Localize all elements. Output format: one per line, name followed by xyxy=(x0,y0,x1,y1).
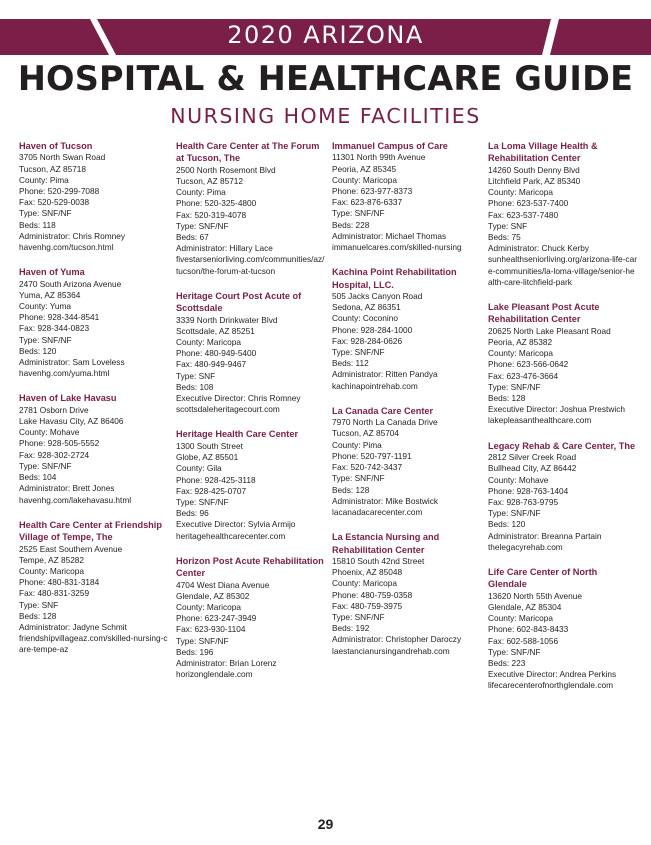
facility-detail-line: Type: SNF/NF xyxy=(176,220,229,231)
facility-website-link[interactable]: scottsdaleheritagecourt.com xyxy=(176,404,280,415)
facility-detail-line: Fax: 623-537-7480 xyxy=(488,209,559,220)
facility-name: Health Care Center at Friendship Village of Tempe, The xyxy=(19,519,162,543)
page-number: 29 xyxy=(317,816,334,832)
facility-detail-line: Phone: 520-299-7088 xyxy=(19,186,100,197)
facility-detail-line: 2781 Osborn Drive xyxy=(19,404,89,415)
facility-detail-line: Phone: 623-977-8373 xyxy=(332,186,413,197)
facility-detail-line: Type: SNF xyxy=(176,370,216,381)
facility-entry xyxy=(488,140,638,288)
facility-detail-line: Phoenix, AZ 85048 xyxy=(332,567,403,578)
facility-detail-line: Phone: 520-325-4800 xyxy=(176,198,257,209)
facility-entry xyxy=(176,555,326,681)
facility-detail-line: County: Mohave xyxy=(488,474,549,485)
facility-detail-line: Phone: 623-566-0642 xyxy=(488,359,569,370)
facility-entry xyxy=(19,392,169,505)
facility-detail-line: Phone: 520-797-1191 xyxy=(332,450,412,461)
facility-detail-line: County: Mohave xyxy=(19,427,80,438)
facility-detail-line: Scottsdale, AZ 85251 xyxy=(176,325,255,336)
facility-detail-line: Fax: 623-876-6337 xyxy=(332,197,403,208)
facility-detail-line: Executive Director: Chris Romney xyxy=(176,393,301,404)
facility-detail-line: Phone: 928-284-1000 xyxy=(332,324,413,335)
facility-detail-line: Administrator: Ritten Pandya xyxy=(332,369,438,380)
facility-entry xyxy=(176,290,326,416)
facility-website-link[interactable]: lifecarecenterofnorthglendale.com xyxy=(488,680,613,691)
facility-detail-line: Peoria, AZ 85345 xyxy=(332,163,397,174)
facility-detail-line: Administrator: Chris Romney xyxy=(19,230,126,241)
facility-detail-line: County: Maricopa xyxy=(332,174,398,185)
facility-detail-line: Tempe, AZ 85282 xyxy=(19,554,85,565)
facility-detail-line: Administrator: Mike Bostwick xyxy=(332,495,439,506)
facility-detail-line: Phone: 480-759-0358 xyxy=(332,589,413,600)
facility-detail-line: Type: SNF/NF xyxy=(332,208,385,219)
section-title: NURSING HOME FACILITIES xyxy=(170,104,481,128)
facility-detail-line: Type: SNF/NF xyxy=(176,635,229,646)
facility-name: Heritage Court Post Acute of Scottsdale xyxy=(176,290,302,314)
facility-detail-line: Beds: 75 xyxy=(488,232,521,243)
facility-detail-line: 7970 North La Canada Drive xyxy=(332,417,438,428)
facility-detail-line: Fax: 520-319-4078 xyxy=(176,209,247,220)
facility-entry xyxy=(176,428,326,541)
facility-detail-line: County: Maricopa xyxy=(176,337,242,348)
facility-column-1 xyxy=(19,140,169,669)
facility-detail-line: Phone: 928-425-3118 xyxy=(176,474,256,485)
facility-detail-line: Sedona, AZ 86351 xyxy=(332,302,401,313)
facility-detail-line: Beds: 120 xyxy=(19,345,57,356)
facility-detail-line: County: Maricopa xyxy=(488,348,554,359)
facility-detail-line: Fax: 928-763-9795 xyxy=(488,496,559,507)
facility-detail-line: County: Maricopa xyxy=(488,613,554,624)
facility-detail-line: Beds: 120 xyxy=(488,519,526,530)
facility-detail-line: Beds: 228 xyxy=(332,219,370,230)
facility-column-2 xyxy=(176,140,326,693)
facility-detail-line: Tucson, AZ 85704 xyxy=(332,428,400,439)
facility-detail-line: 1300 South Street xyxy=(176,440,243,451)
facility-website-link[interactable]: heritagehealthcarecenter.com xyxy=(176,530,286,541)
facility-website-link[interactable]: havenhg.com/yuma.html xyxy=(19,368,110,379)
facility-detail-line: Administrator: Michael Thomas xyxy=(332,230,447,241)
facility-detail-line: Fax: 602-588-1056 xyxy=(488,635,559,646)
facility-detail-line: 2470 South Arizona Avenue xyxy=(19,278,122,289)
facility-name: Health Care Center at The Forum at Tucson, The xyxy=(176,141,320,164)
facility-detail-line: Phone: 602-843-8433 xyxy=(488,624,569,635)
facility-detail-line: Tucson, AZ 85712 xyxy=(176,176,244,187)
facility-website-link[interactable]: havenhg.com/lakehavasu.html xyxy=(19,494,132,505)
facility-detail-line: Glendale, AZ 85304 xyxy=(488,601,562,612)
facility-detail-line: Beds: 192 xyxy=(332,623,370,634)
facility-name: Haven of Tucson xyxy=(19,141,93,151)
facility-name: La Loma Village Health & Rehabilitation Center xyxy=(488,141,598,164)
facility-name: Lake Pleasant Post Acute Rehabilitation Center xyxy=(488,302,600,325)
facility-detail-line: Executive Director: Sylvia Armijo xyxy=(176,519,296,530)
facility-website-link[interactable]: sunhealthseniorliving.org/arizona-life-care-communities/la-loma-village/senior-health-care-litchfield-park xyxy=(488,254,637,287)
facility-detail-line: Type: SNF/NF xyxy=(488,646,541,657)
facility-detail-line: Lake Havasu City, AZ 86406 xyxy=(19,416,124,427)
facility-entry xyxy=(19,266,169,379)
guide-title: HOSPITAL & HEALTHCARE GUIDE xyxy=(17,59,634,98)
facility-entry xyxy=(332,405,482,518)
facility-detail-line: Administrator: Jadyne Schmit xyxy=(19,621,127,632)
facility-detail-line: Administrator: Hillary Lace xyxy=(176,243,273,254)
facility-detail-line: County: Coconino xyxy=(332,313,398,324)
facility-website-link[interactable]: thelegacyrehab.com xyxy=(488,541,563,552)
facility-detail-line: Phone: 623-537-7400 xyxy=(488,198,569,209)
facility-detail-line: Beds: 128 xyxy=(488,393,526,404)
facility-name: Haven of Yuma xyxy=(19,267,85,278)
facility-detail-line: County: Pima xyxy=(176,187,226,198)
facility-detail-line: Bullhead City, AZ 86442 xyxy=(488,463,577,474)
facility-entry xyxy=(488,301,638,427)
facility-detail-line: 11301 North 99th Avenue xyxy=(332,152,426,163)
facility-detail-line: Fax: 520-742-3437 xyxy=(332,462,403,473)
facility-detail-line: Type: SNF/NF xyxy=(488,381,541,392)
facility-website-link[interactable]: laestancianursingandrehab.com xyxy=(332,645,450,656)
facility-detail-line: Type: SNF/NF xyxy=(176,496,229,507)
facility-detail-line: 15810 South 42nd Street xyxy=(332,555,425,566)
facility-detail-line: Fax: 480-831-3259 xyxy=(19,588,90,599)
facility-entry xyxy=(19,140,169,253)
facility-detail-line: Beds: 223 xyxy=(488,657,526,668)
facility-detail-line: Type: SNF/NF xyxy=(19,460,72,471)
facility-detail-line: Fax: 623-476-3664 xyxy=(488,370,559,381)
facility-website-link[interactable]: immanuelcares.com/skilled-nursing xyxy=(332,242,462,253)
facility-detail-line: Administrator: Christopher Daroczy xyxy=(332,634,462,645)
facility-detail-line: Phone: 928-344-8541 xyxy=(19,312,100,323)
facility-detail-line: Tucson, AZ 85718 xyxy=(19,163,87,174)
facility-detail-line: County: Maricopa xyxy=(332,578,398,589)
facility-detail-line: 14260 South Denny Blvd xyxy=(488,164,580,175)
facility-detail-line: Globe, AZ 85501 xyxy=(176,452,239,463)
banner-title: 2020 ARIZONA xyxy=(227,21,424,49)
facility-name: Heritage Health Care Center xyxy=(176,429,299,440)
facility-column-4 xyxy=(488,140,638,705)
facility-website-link[interactable]: horizonglendale.com xyxy=(176,669,253,680)
facility-detail-line: Phone: 480-831-3184 xyxy=(19,577,100,588)
facility-name: Horizon Post Acute Rehabilitation Center xyxy=(176,555,324,579)
facility-detail-line: Administrator: Chuck Kerby xyxy=(488,243,589,254)
facility-detail-line: Phone: 928-505-5552 xyxy=(19,438,100,449)
facility-detail-line: Type: SNF/NF xyxy=(332,473,385,484)
facility-name: La Estancia Nursing and Rehabilitation Center xyxy=(332,532,440,555)
facility-column-3 xyxy=(332,140,482,670)
facility-entry xyxy=(488,440,638,553)
facility-detail-line: County: Gila xyxy=(176,463,222,474)
facility-detail-line: County: Maricopa xyxy=(176,601,242,612)
facility-detail-line: County: Maricopa xyxy=(19,565,85,576)
facility-detail-line: Beds: 118 xyxy=(19,219,56,230)
facility-detail-line: Type: SNF xyxy=(488,220,528,231)
facility-detail-line: 4704 West Diana Avenue xyxy=(176,579,270,590)
header-banner xyxy=(0,0,651,55)
facility-detail-line: Fax: 480-759-3975 xyxy=(332,600,403,611)
facility-detail-line: 2525 East Southern Avenue xyxy=(19,543,123,554)
facility-detail-line: Phone: 623-247-3949 xyxy=(176,613,257,624)
facility-detail-line: Beds: 96 xyxy=(176,508,209,519)
facility-detail-line: 505 Jacks Canyon Road xyxy=(332,291,423,302)
facility-website-link[interactable]: lacanadacarecenter.com xyxy=(332,506,423,517)
facility-detail-line: Executive Director: Andrea Perkins xyxy=(488,669,617,680)
facility-detail-line: County: Pima xyxy=(332,439,382,450)
facility-detail-line: 2500 North Rosemont Blvd xyxy=(176,164,276,175)
facility-detail-line: Administrator: Brett Jones xyxy=(19,483,115,494)
facility-detail-line: Administrator: Brian Lorenz xyxy=(176,657,277,668)
facility-name: Kachina Point Rehabilitation Hospital, LLC. xyxy=(332,267,457,290)
facility-detail-line: Fax: 928-302-2724 xyxy=(19,449,90,460)
facility-detail-line: County: Yuma xyxy=(19,301,71,312)
facility-detail-line: Fax: 928-284-0626 xyxy=(332,335,403,346)
facility-detail-line: 13620 North 55th Avenue xyxy=(488,590,582,601)
facility-name: Haven of Lake Havasu xyxy=(19,393,117,404)
facility-detail-line: County: Maricopa xyxy=(488,187,554,198)
facility-detail-line: Beds: 128 xyxy=(332,484,370,495)
facility-detail-line: Phone: 480-949-5400 xyxy=(176,348,257,359)
facility-detail-line: Beds: 104 xyxy=(19,472,57,483)
facility-entry xyxy=(176,140,326,277)
facility-detail-line: 2812 Silver Creek Road xyxy=(488,452,577,463)
facility-name: La Canada Care Center xyxy=(332,405,434,416)
facility-detail-line: Yuma, AZ 85364 xyxy=(19,289,81,300)
facility-website-link[interactable]: friendshipvillageaz.com/skilled-nursing-care-tempe-az xyxy=(19,633,168,655)
facility-detail-line: Beds: 128 xyxy=(19,610,57,621)
facility-detail-line: 3339 North Drinkwater Blvd xyxy=(176,314,278,325)
facility-detail-line: Type: SNF/NF xyxy=(332,611,385,622)
facility-detail-line: Type: SNF xyxy=(19,599,59,610)
facility-detail-line: Type: SNF/NF xyxy=(19,334,72,345)
facility-detail-line: Glendale, AZ 85302 xyxy=(176,590,250,601)
facility-detail-line: Litchfield Park, AZ 85340 xyxy=(488,176,581,187)
facility-detail-line: Beds: 67 xyxy=(176,232,209,243)
facility-detail-line: Fax: 928-425-0707 xyxy=(176,485,247,496)
facility-detail-line: 20625 North Lake Pleasant Road xyxy=(488,325,611,336)
facility-detail-line: Beds: 108 xyxy=(176,381,214,392)
facility-detail-line: Fax: 928-344-0823 xyxy=(19,323,90,334)
facility-detail-line: Type: SNF/NF xyxy=(19,208,72,219)
facility-detail-line: Peoria, AZ 85382 xyxy=(488,337,553,348)
facility-detail-line: Executive Director: Joshua Prestwich xyxy=(488,404,625,415)
facility-entry xyxy=(332,531,482,657)
facility-website-link[interactable]: fivestarseniorliving.com/communities/az/tucson/the-forum-at-tucson xyxy=(176,254,325,276)
facility-detail-line: 3705 North Swan Road xyxy=(19,152,106,163)
facility-detail-line: Fax: 480-949-9467 xyxy=(176,359,247,370)
facility-detail-line: Administrator: Breanna Partain xyxy=(488,530,602,541)
facility-entry xyxy=(488,566,638,692)
facility-detail-line: Phone: 928-763-1404 xyxy=(488,485,569,496)
facility-detail-line: County: Pima xyxy=(19,174,69,185)
facility-detail-line: Beds: 196 xyxy=(176,646,214,657)
facility-entry xyxy=(19,519,169,656)
facility-website-link[interactable]: havenhg.com/tucson.html xyxy=(19,242,114,253)
facility-detail-line: Fax: 623-930-1104 xyxy=(176,624,246,635)
facility-detail-line: Type: SNF/NF xyxy=(488,508,541,519)
facility-entry xyxy=(332,266,482,392)
facility-name: Life Care Center of North Glendale xyxy=(488,566,598,590)
facility-detail-line: Administrator: Sam Loveless xyxy=(19,357,125,368)
facility-detail-line: Type: SNF/NF xyxy=(332,347,385,358)
facility-detail-line: Beds: 112 xyxy=(332,358,369,369)
facility-detail-line: Fax: 520-529-0038 xyxy=(19,197,90,208)
facility-website-link[interactable]: lakepleasanthealthcare.com xyxy=(488,415,592,426)
facility-name: Legacy Rehab & Care Center, The xyxy=(488,440,636,451)
facility-entry xyxy=(332,140,482,253)
facility-website-link[interactable]: kachinapointrehab.com xyxy=(332,380,418,391)
facility-name: Immanuel Campus of Care xyxy=(332,141,448,151)
